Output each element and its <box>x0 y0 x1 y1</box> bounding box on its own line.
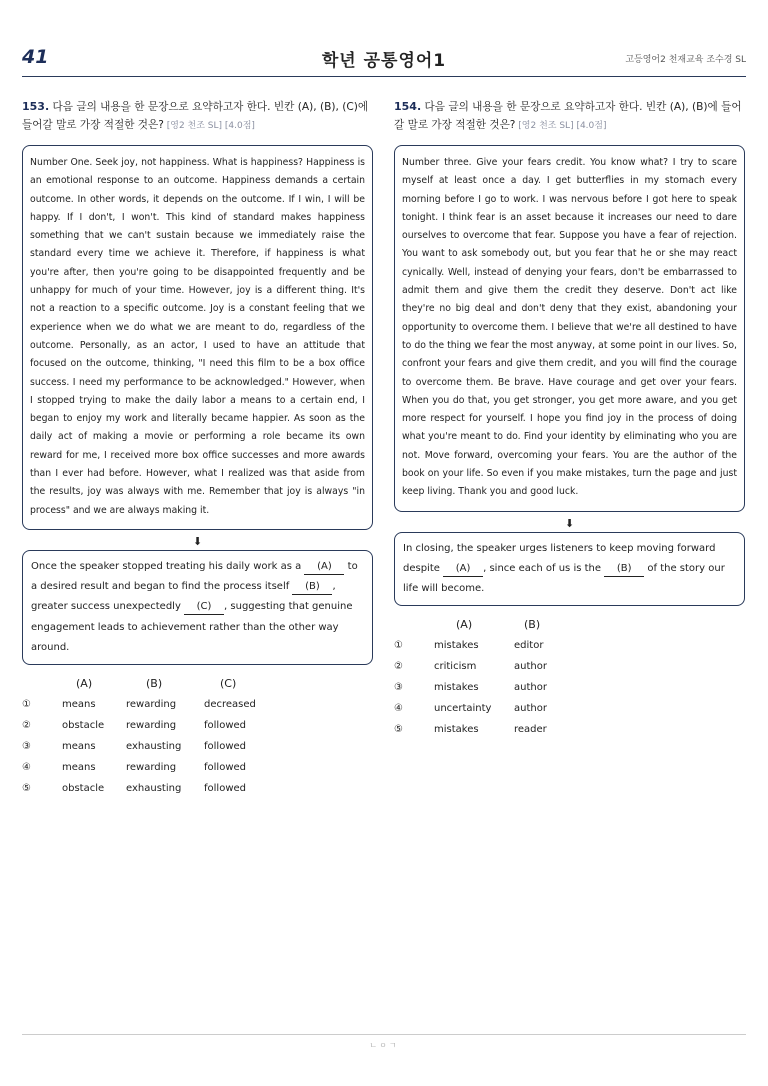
down-arrow-icon: ⬇ <box>564 516 575 530</box>
choice-a: means <box>62 698 96 710</box>
choice-header: (B) <box>524 618 541 632</box>
choice-number: ④ <box>22 761 31 773</box>
footer-divider <box>22 1034 746 1035</box>
down-arrow-icon: ⬇ <box>192 534 203 548</box>
choice-option-1[interactable] <box>22 694 373 715</box>
question-154 <box>394 98 745 740</box>
choice-header: (A) <box>76 676 93 690</box>
choice-option-3[interactable] <box>394 677 745 698</box>
summary-text: , since each of us is the <box>483 562 605 574</box>
choice-a: uncertainty <box>434 703 492 715</box>
blank-c: (C) <box>184 600 224 615</box>
choice-header-row <box>22 673 373 694</box>
choice-number: ③ <box>22 740 31 752</box>
summary-box <box>394 532 745 607</box>
question-source: [영2 천조 SL] [4.0점] <box>515 121 607 131</box>
summary-box <box>22 550 373 665</box>
choice-c: followed <box>204 740 246 752</box>
choice-number: ② <box>22 719 31 731</box>
choice-number: ① <box>22 698 31 710</box>
choice-b: author <box>514 682 547 694</box>
choice-b: exhausting <box>126 782 182 794</box>
choice-a: mistakes <box>434 682 479 694</box>
choice-b: rewarding <box>126 761 177 773</box>
summary-text: , greater success unexpectedly <box>31 581 336 613</box>
blank-a: (A) <box>443 562 483 577</box>
choice-number: ⑤ <box>22 782 31 794</box>
page-number: 41 <box>22 46 49 68</box>
choice-header: (C) <box>220 676 237 690</box>
choice-b: rewarding <box>126 698 177 710</box>
blank-b: (B) <box>604 562 644 577</box>
choice-number: ⑤ <box>394 724 403 736</box>
question-number: 154. <box>394 100 422 113</box>
question-number: 153. <box>22 100 50 113</box>
summary-text: , suggesting that genuine engagement leads to achievement rather than the other way around. <box>31 601 353 653</box>
choice-a: mistakes <box>434 640 479 652</box>
choice-c: decreased <box>204 698 256 710</box>
summary-text: Once the speaker stopped treating his daily work as a <box>31 560 305 572</box>
choice-option-5[interactable] <box>22 778 373 799</box>
choice-option-1[interactable] <box>394 635 745 656</box>
choice-number: ① <box>394 640 403 652</box>
choice-a: means <box>62 761 96 773</box>
choice-c: followed <box>204 782 246 794</box>
choice-option-5[interactable] <box>394 719 745 740</box>
blank-b: (B) <box>292 580 332 595</box>
choice-c: followed <box>204 761 246 773</box>
passage-box: Number three. Give your fears credit. You know what? I try to scare myself at least once a day. I get butterflies in my stomach every morning before I go to work. I was nervous before I got here to speak tonight. I think fear is an asset because it increases our need to dare ourselves to overcome that fear. Suppose you have a fear of rejection. You want to ask somebody out, but you fear that he or she may react cynically. Well, instead of denying your fears, don't be embarrassed to admit them and give them the credit they deserve. Don't act like they're no big deal and don't deny that they exist, abandoning your opportunity to overcome them. I believe that we're all destined to have to do the thing we fear the most anyway, at some point in our lives. So, confront your fears and give them credit, and you will find the courage to overcome them. Be brave. Have courage and get over your fears. When you do that, you get stronger, you get more aware, and you get more respect for yourself. I hope you find joy in the process of doing what you're meant to do. Find your identity by eliminating who you are not. Move forward, overcoming your fears. You are the author of the book on your life. So even if you make mistakes, turn the page and just keep living. Thank you and good luck. <box>394 145 745 512</box>
summary-text: to a desired result and began to find the process itself <box>31 560 358 593</box>
question-header <box>394 98 745 135</box>
question-header <box>22 98 373 135</box>
choice-a: mistakes <box>434 724 479 736</box>
question-153 <box>22 98 373 799</box>
blank-a: (A) <box>304 560 344 575</box>
choice-a: obstacle <box>62 782 105 794</box>
choice-header: (A) <box>456 618 473 632</box>
choice-number: ③ <box>394 682 403 694</box>
choice-option-3[interactable] <box>22 736 373 757</box>
choice-option-2[interactable] <box>22 715 373 736</box>
page-header <box>22 40 746 77</box>
choice-b: reader <box>514 724 547 736</box>
question-source: [영2 천조 SL] [4.0점] <box>163 121 255 131</box>
choice-b: author <box>514 703 547 715</box>
choice-b: rewarding <box>126 719 177 731</box>
choice-c: followed <box>204 719 246 731</box>
choice-a: criticism <box>434 661 477 673</box>
question-prompt: 다음 글의 내용을 한 문장으로 요약하고자 한다. 빈칸 (A), (B)에 들어갈 말로 가장 적절한 것은? <box>394 101 742 131</box>
choice-b: exhausting <box>126 740 182 752</box>
choice-a: means <box>62 740 96 752</box>
choice-option-4[interactable] <box>394 698 745 719</box>
question-prompt: 다음 글의 내용을 한 문장으로 요약하고자 한다. 빈칸 (A), (B), (C)에 들어갈 말로 가장 적절한 것은? <box>22 101 369 131</box>
choice-a: obstacle <box>62 719 105 731</box>
choice-table <box>22 673 373 799</box>
choice-option-2[interactable] <box>394 656 745 677</box>
passage-box: Number One. Seek joy, not happiness. What is happiness? Happiness is an emotional response to an outcome. Happiness demands a certain outcome. In other words, it depends on the outcome. If I win, I will be happy. If I don't, I won't. This kind of standard makes happiness something that we can't sustain because we immediately raise the standard every time we achieve it. Therefore, if happiness is what you're after, then you're going to be disappointed frequently and be unhappy for much of your time. However, joy is a different thing. It's not a reaction to a specific outcome. Joy is a constant feeling that we experience when we do what we are meant to do, regardless of the outcome. Personally, as an actor, I used to have an attitude that focused on the outcome, thinking, "I need this film to be a box office success. I need my performance to be acknowledged." However, when I stopped trying to make the daily labor a means to a certain end, I began to enjoy my work and literally became happier. As soon as the daily act of making a movie or performing a role became its own reward for me, I received more box office successes and more awards than I ever had before. However, what I realized was that aside from the results, joy was always with me. Remember that joy is always "in process" and we are always making it. <box>22 145 373 530</box>
summary-text: of the story our life will become. <box>403 562 725 595</box>
footer-mark: ㄴㅇㄱ <box>369 1041 399 1050</box>
choice-option-4[interactable] <box>22 757 373 778</box>
summary-text: In closing, the speaker urges listeners to keep moving forward despite <box>403 542 716 574</box>
choice-b: editor <box>514 640 544 652</box>
choice-b: author <box>514 661 547 673</box>
page-subtitle: 고등영어2 천재교육 조수경 SL <box>625 55 746 65</box>
choice-number: ④ <box>394 703 403 715</box>
page-title: 학년 공통영어1 <box>321 51 447 71</box>
choice-table <box>394 614 745 740</box>
choice-number: ② <box>394 661 403 673</box>
choice-header-row <box>394 614 745 635</box>
choice-header: (B) <box>146 676 163 690</box>
